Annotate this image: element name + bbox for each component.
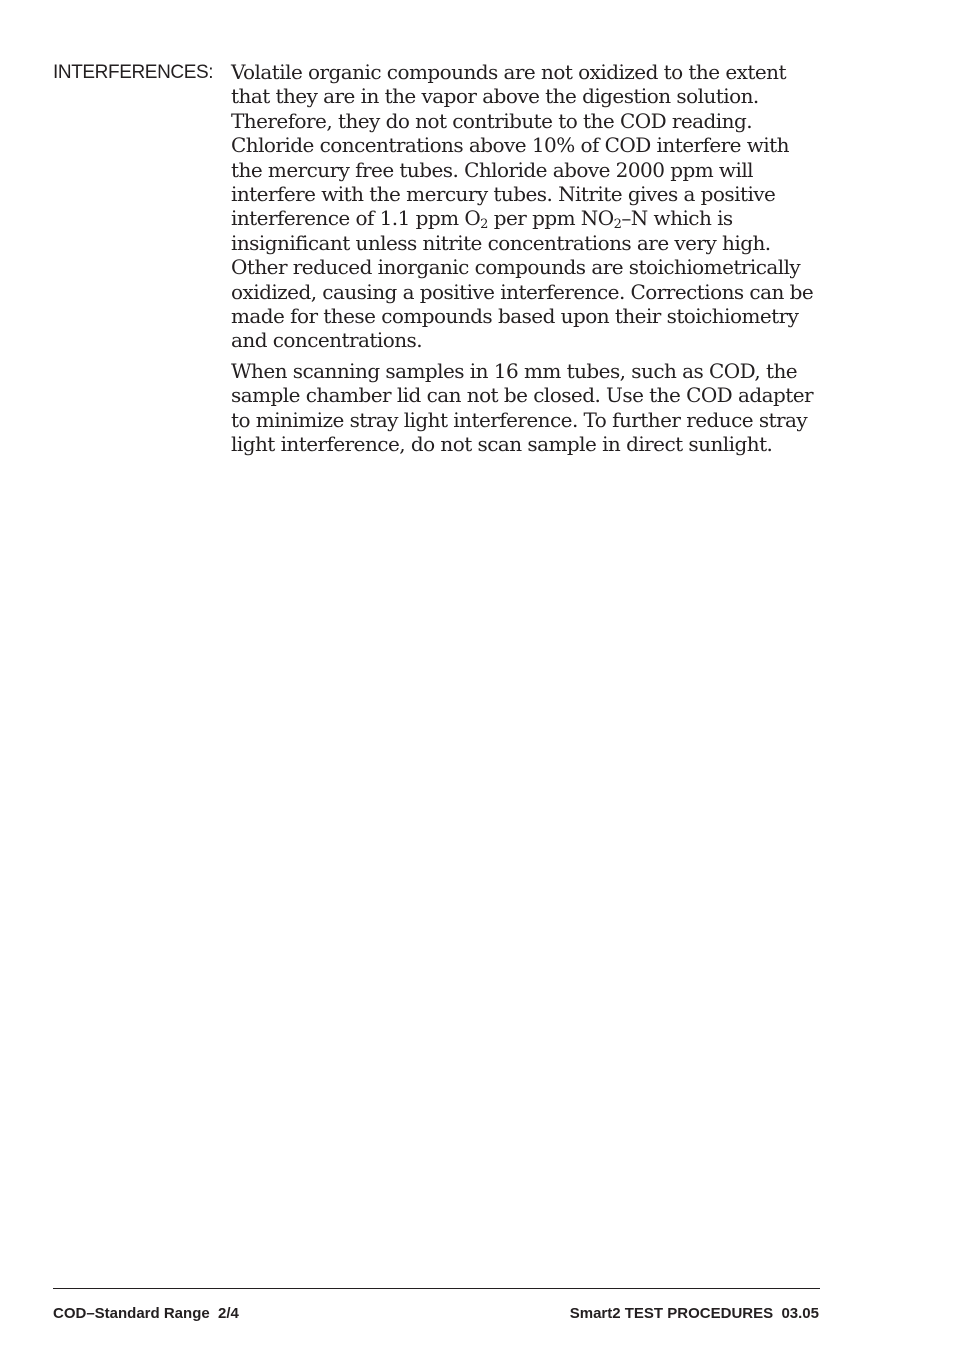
text-line: sample chamber lid can not be closed. Use the COD adapter (231, 383, 814, 408)
footer-publication-info: Smart2 TEST PROCEDURES 03.05 (569, 1305, 819, 1322)
text-line: interfere with the mercury tubes. Nitrite gives a positive (231, 182, 776, 207)
footer-divider (53, 1288, 820, 1289)
text-line: Chloride concentrations above 10% of COD interfere with (231, 133, 789, 158)
footer-document-reference: COD–Standard Range 2/4 (53, 1305, 239, 1322)
text-line: to minimize stray light interference. To further reduce stray (231, 407, 808, 432)
text-line: Other reduced inorganic compounds are stoichiometrically (231, 255, 801, 280)
text-line: When scanning samples in 16 mm tubes, such as COD, the (231, 358, 798, 383)
paragraph-scanning (231, 359, 831, 457)
subscript: 2 (613, 217, 622, 233)
section-label: INTERFERENCES: (53, 62, 214, 83)
formula-text: –N which is (621, 206, 733, 231)
text-line: Therefore, they do not contribute to the COD reading. (231, 108, 753, 133)
text-line: insignificant unless nitrite concentrations are very high. (231, 230, 771, 255)
text-line: that they are in the vapor above the digestion solution. (231, 84, 759, 109)
paragraph-interferences (231, 60, 831, 353)
subscript: 2 (480, 217, 488, 233)
section-body (231, 60, 831, 463)
text-line: oxidized, causing a positive interference. Corrections can be (231, 279, 814, 304)
text-line: Volatile organic compounds are not oxidized to the extent (231, 60, 786, 84)
formula-line (231, 206, 831, 233)
text-line: light interference, do not scan sample in direct sunlight. (231, 432, 773, 457)
text-line: the mercury free tubes. Chloride above 2000 ppm will (231, 157, 754, 182)
formula-text: interference of 1.1 ppm O (231, 206, 481, 231)
formula-text: per ppm NO (487, 206, 614, 231)
text-line: made for these compounds based upon their stoichiometry (231, 304, 799, 329)
text-line: and concentrations. (231, 328, 423, 353)
